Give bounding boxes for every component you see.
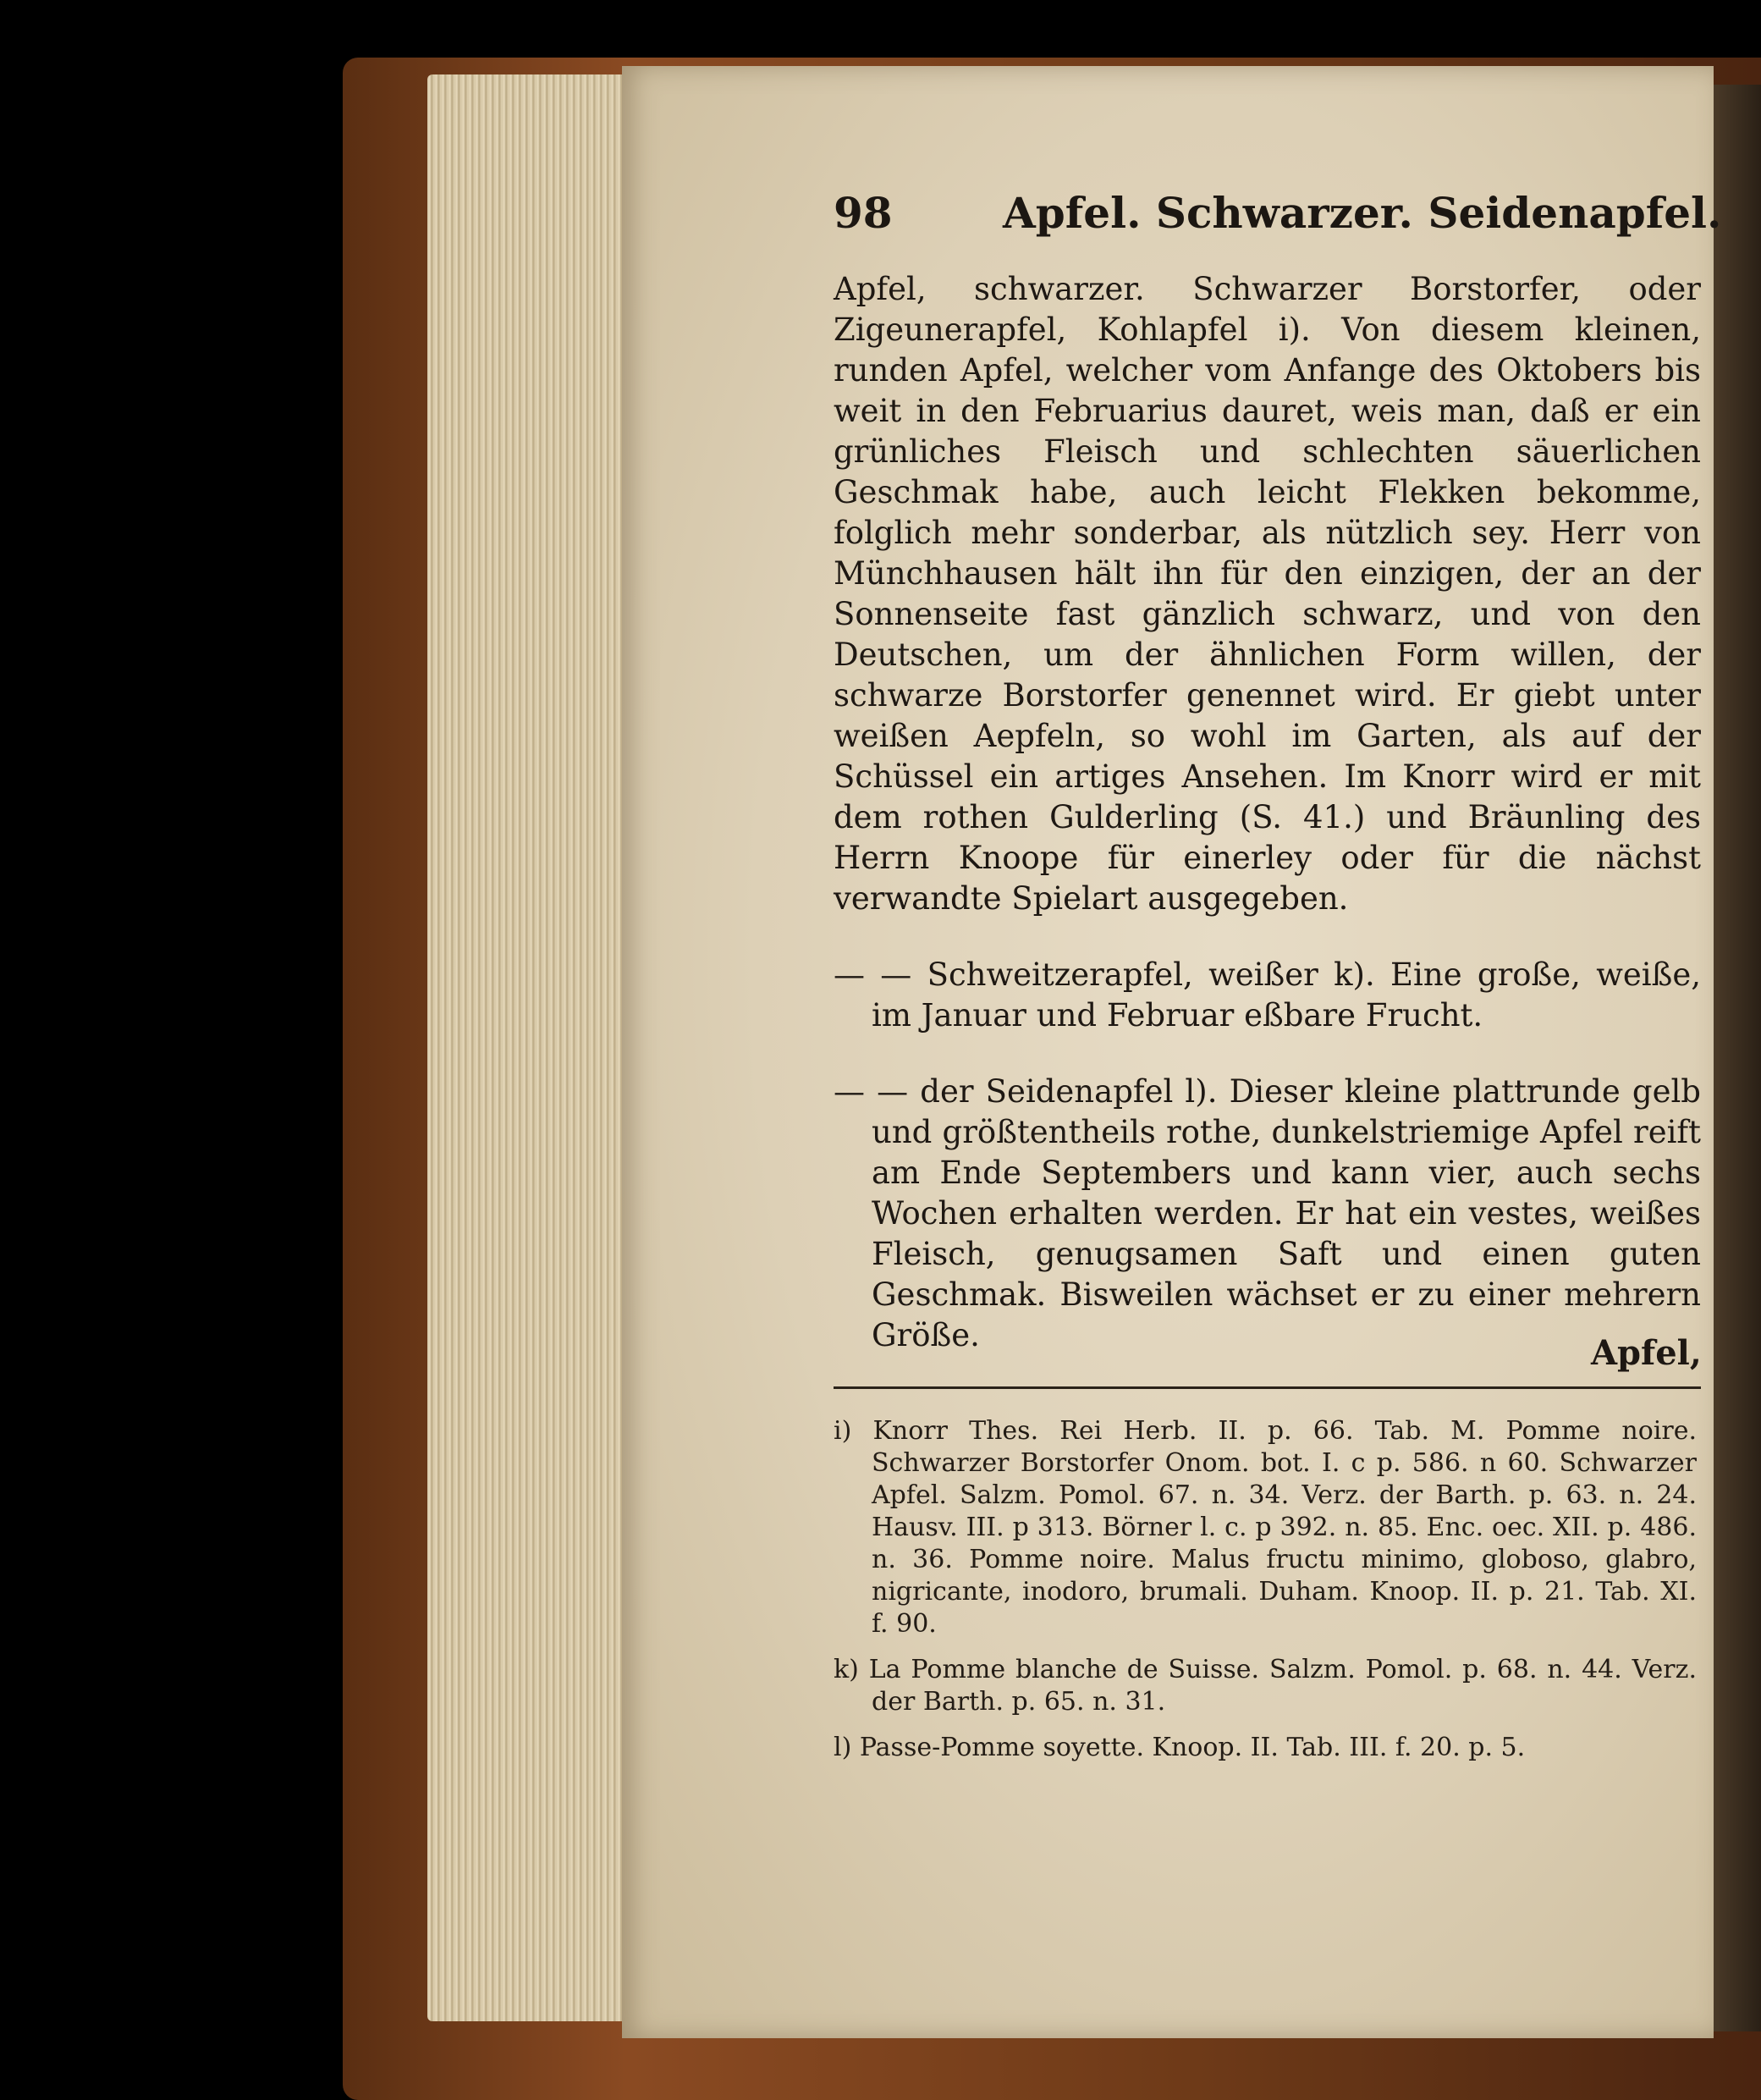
facing-page-edge (1714, 85, 1761, 2031)
page-number: 98 (834, 188, 893, 238)
footnote-rule (834, 1386, 1701, 1389)
paragraph-seidenapfel: — — der Seidenapfel l). Dieser kleine plattrunde gelb und größtentheils rothe, dunkelstriemige Apfel reift am Ende Septembers und kann vier, auch sechs Wochen erhalten werden. Er hat ein vestes, weißes Fleisch, genugsamen Saft und einen guten Geschmak. Bisweilen wächset er zu einer mehrern Größe. (834, 1073, 1701, 1353)
paragraph-schweitzerapfel: — — Schweitzerapfel, weißer k). Eine große, weiße, im Januar und Februar eßbare Frucht. (834, 956, 1701, 1033)
catchword: Apfel, (1591, 1333, 1702, 1373)
running-head-title: Apfel. Schwarzer. Seidenapfel. (1003, 188, 1722, 238)
footnote-l: l) Passe-Pomme soyette. Knoop. II. Tab. III. f. 20. p. 5. (834, 1733, 1526, 1762)
page-edges (427, 74, 626, 2021)
paragraph-schwarzer-apfel: Apfel, schwarzer. Schwarzer Borstorfer, oder Zigeunerapfel, Kohlapfel i). Von diesem kleinen, runden Apfel, welcher vom Anfange des Oktobers bis weit in den Februarius dauret, weis man, daß er ein grünliches Fleisch und schlechten säuerlichen Geschmak habe, auch leicht Flekken bekomme, folglich mehr sonderbar, als nützlich sey. Herr von Münchhausen hält ihn für den einzigen, der an der Sonnenseite fast gänzlich schwarz, und von den Deutschen, um der ähnlichen Form willen, der schwarze Borstorfer genennet wird. Er giebt unter weißen Aepfeln, so wohl im Garten, als auf der Schüssel ein artiges Ansehen. Im Knorr wird er mit dem rothen Gulderling (S. 41.) und Bräunling des Herrn Knoope für einerley oder für die nächst verwandte Spielart ausgegeben. (834, 271, 1701, 917)
footnotes (834, 1415, 1697, 1778)
footnote-k: k) La Pomme blanche de Suisse. Salzm. Pomol. p. 68. n. 44. Verz. der Barth. p. 65. n. 31. (834, 1655, 1697, 1717)
footnote-i: i) Knorr Thes. Rei Herb. II. p. 66. Tab. M. Pomme noire. Schwarzer Borstorfer Onom. bot. I. c p. 586. n 60. Schwarzer Apfel. Salzm. Pomol. 67. n. 34. Verz. der Barth. p. 63. n. 24. Hausv. III. p 313. Börner l. c. p 392. n. 85. Enc. oec. XII. p. 486. n. 36. Pomme noire. Malus fructu minimo, globoso, glabro, nigricante, inodoro, brumali. Duham. Knoop. II. p. 21. Tab. XI. f. 90. (834, 1416, 1697, 1639)
running-head (834, 188, 1722, 247)
body-text (834, 269, 1701, 1392)
